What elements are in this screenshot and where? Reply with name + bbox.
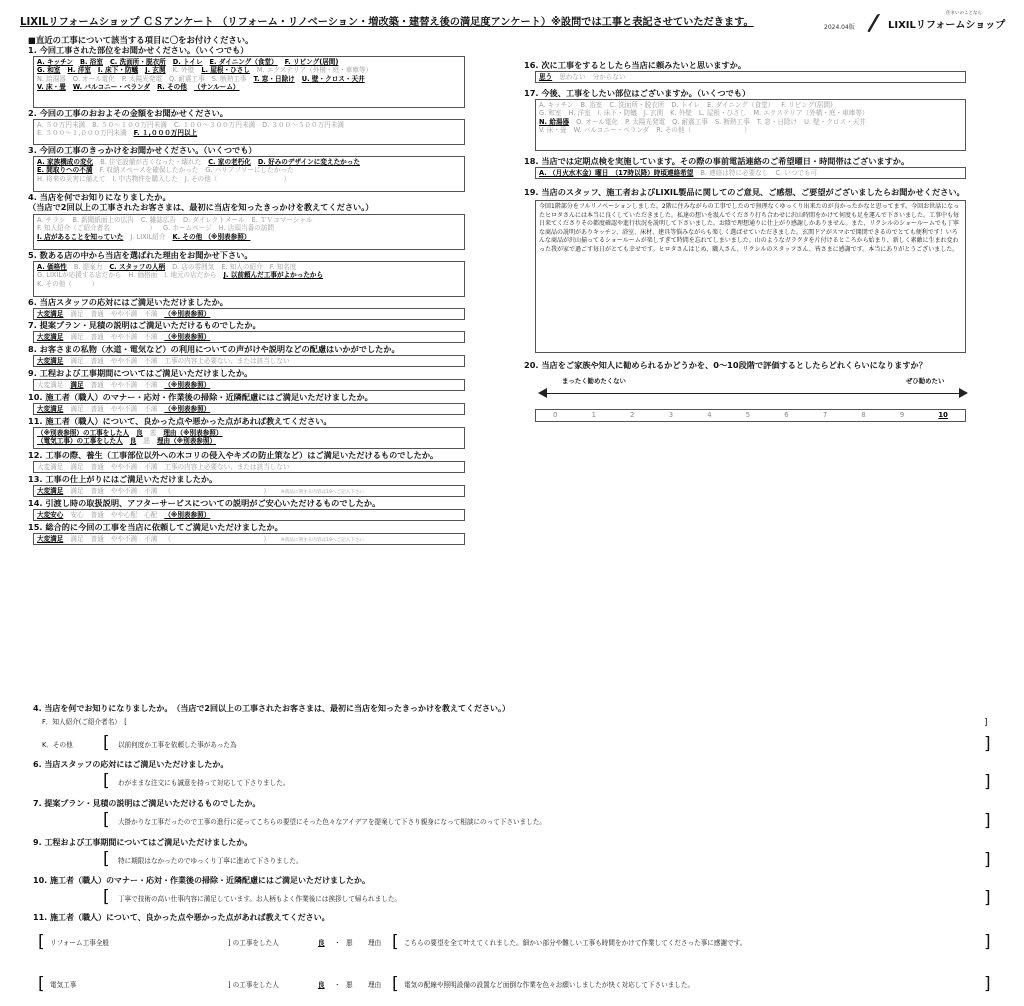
rating-option[interactable]: 0 [553, 411, 558, 420]
option[interactable]: B. 浴室 [79, 58, 103, 66]
option[interactable]: V. 床・畳 [539, 126, 567, 135]
rating-option[interactable]: 2 [630, 411, 635, 420]
option[interactable]: P. 太陽光発電 [121, 74, 162, 83]
option-row [37, 175, 461, 183]
option[interactable]: 工事の内容上必要ない、または該当しない [164, 463, 290, 471]
option[interactable]: J. 玄関 [145, 66, 166, 75]
lower-q6-text: わがままな注文にも誠意を持って対応して下さりました。 [118, 779, 290, 787]
worker1-reason: こちらの要望を全て叶えてくれました。細かい部分や難しい工事も時間をかけて作業してくださった事に感謝です。 [404, 939, 747, 947]
worker2-bad: 悪 [346, 981, 353, 989]
option[interactable]: B. 住宅設備が古くなった・壊れた [100, 158, 202, 166]
q3-title: 3. 今回の工事のきっかけをお聞かせください。（いくつでも） [28, 145, 257, 155]
option[interactable]: 不満 [144, 357, 158, 365]
q7-options [33, 331, 465, 343]
option[interactable]: （※別表参照） [164, 511, 211, 519]
option[interactable]: K. その他 （※別表参照） [172, 232, 251, 241]
q20-right-label: ぜひ勧めたい [906, 377, 945, 385]
option-row [539, 118, 962, 126]
option[interactable]: O. オール電化 [576, 117, 619, 126]
bracket-close: ] [984, 850, 991, 870]
q17-options [535, 99, 966, 151]
option[interactable]: A. キッチン [37, 58, 73, 66]
q4-options [33, 214, 465, 250]
q20-rating-scale[interactable] [535, 409, 966, 422]
option[interactable]: M. エクステリア（外構・庭・車庫等） [256, 66, 373, 75]
option[interactable]: やや不満 [110, 310, 138, 318]
option[interactable]: 大変満足 [37, 463, 64, 471]
option[interactable]: （※別表参照） [164, 310, 211, 318]
option[interactable]: 普通 [90, 357, 104, 365]
option[interactable]: B. ５０～１００万円未満 [92, 121, 167, 129]
q14-options [33, 509, 465, 521]
option[interactable]: （電気工事）の工事をした人 [37, 437, 123, 446]
q20-right-arrow-icon [959, 388, 968, 398]
worker1-type: リフォーム工事全般 [50, 939, 110, 947]
option[interactable]: やや不満 [110, 487, 138, 495]
option-row [37, 333, 461, 341]
option[interactable]: K. 外壁 [670, 109, 692, 118]
option[interactable]: 安心 [70, 511, 84, 519]
option[interactable]: G. 和室 [37, 66, 61, 75]
option[interactable]: F. リビング(居間) [781, 101, 833, 109]
option[interactable]: M. エクステリア（外構・庭・車庫等） [753, 109, 869, 118]
option[interactable]: 満足 [70, 463, 84, 471]
survey-title: LIXILリフォームショップ ＣＳアンケート （リフォーム・リノベーション・増改築・建替え後の満足度アンケート）※設問では工事と表記させていただきます。 [20, 17, 754, 28]
option[interactable]: やや不満 [110, 463, 138, 471]
option-row [37, 158, 461, 166]
lower-q10-title: 10. 施工者（職人）のマナー・応対・作業後の掃除・近隣配慮にはご満足いただけましたか。 [33, 876, 370, 885]
q11-options [33, 427, 465, 449]
bracket-open: [ [392, 932, 399, 952]
option[interactable]: 満足 [70, 381, 84, 389]
q20-left-label: まったく勧めたくない [562, 377, 626, 385]
bracket-open: [ [103, 810, 110, 830]
option[interactable]: 普通 [90, 535, 104, 543]
bracket-open: [ [103, 733, 110, 753]
option-row [37, 121, 461, 129]
option[interactable]: C. 洗面所・脱衣所 [609, 101, 665, 109]
option[interactable]: B. 連絡は特に必要なし [700, 169, 769, 177]
lixil-logo [872, 11, 1006, 37]
bracket-close: ] [984, 734, 991, 754]
q6-options [33, 308, 465, 320]
option[interactable]: F. リビング(居間) [284, 58, 339, 66]
option-row [37, 280, 461, 288]
q11-title: 11. 施工者（職人）について、良かった点や悪かった点があれば教えてください。 [28, 416, 332, 426]
option-row [37, 511, 461, 519]
option[interactable]: W. バルコニー・ベランダ [72, 83, 151, 92]
option-row [37, 271, 461, 279]
option[interactable]: G. 和室 [539, 109, 562, 118]
q4-subtitle: （当店で2回以上の工事されたお客さまは、最初に当店を知ったきっかけを教えてください。） [28, 202, 374, 212]
q13-options [33, 485, 465, 497]
option-row [37, 66, 461, 74]
option[interactable]: A. （月火水木金）曜日 （17時以降）時頃連絡希望 [539, 169, 694, 177]
option[interactable]: B. 浴室 [580, 101, 603, 109]
worker2-good: 良 [318, 981, 325, 989]
lower-q4-k-text: 以前何度か工事を依頼した事があった為 [118, 741, 237, 749]
option[interactable]: 満足 [70, 405, 84, 413]
option[interactable]: E. ダイニング（食堂） [209, 58, 278, 66]
option[interactable]: 大変満足 [37, 333, 64, 341]
option[interactable]: G. ホームページ [163, 224, 212, 233]
option[interactable]: 大変安心 [37, 511, 64, 519]
option[interactable]: Q. 耐震工事 [672, 117, 708, 126]
logo-tagline: 住まいのことなら [946, 11, 982, 16]
option-row [37, 166, 461, 174]
bracket-close: ] [984, 718, 988, 728]
option[interactable]: D. トイレ [671, 101, 701, 109]
option[interactable]: S. 断熱工事 [211, 74, 247, 83]
option-row [37, 58, 461, 66]
option[interactable]: 心配 [144, 511, 158, 519]
q19-comment-field[interactable]: 今回1階部分をフルリノベーションしました。2階に住みながらの工事でしたので無理なくゆっくり出来たのが良かったかなと思ってます。今回お世話になったヒロタさんには本当に良くしていただきました。私達の想いを汲んでくださり打ち合わせに沢山時間をかけて何度も足を運んで下さいました。工事中も毎日来てくださりその都度確認や進行状況を説明して下さいました。お陰で理想通りに仕上がり感謝しかありません。また、リクシルのショールームでも丁寧な商品の説明がありキッチン、浴室、床材、建具等悩みながらも楽しく選ばせていただきました。玄関ドアがスマホで開閉できるのでとても便利です！いろんな商品が沢山揃ってるショールームが楽しすぎて時間を忘れてしまいました。山のようなガラクタを片付けるところから始まり、新しく素敵に生まれ変わった我が家で過ごす毎日がとても幸せです。ヒロタさんはじめ、職人さん、リクシルのスタッフさん、皆さまに感謝です。本当にありがとうございました。 [535, 200, 966, 353]
option[interactable]: 不満 [144, 487, 158, 495]
option[interactable]: H. 洋室 [67, 66, 91, 75]
option[interactable]: K. 外壁 [172, 66, 195, 75]
option[interactable]: 不満 [144, 463, 158, 471]
option[interactable]: F. 収納スペースを確保したかった [99, 166, 199, 175]
bracket-open: [ [38, 932, 45, 952]
option[interactable]: L. 屋根・ひさし [698, 109, 747, 118]
worker2-reason: 電気の配線や照明設備の設置など面倒な作業を色々お願いしましたが快く対応して下さいました。 [404, 981, 695, 989]
option-row [37, 487, 461, 496]
option[interactable]: やや不満 [110, 333, 138, 341]
option-row [37, 224, 461, 232]
option[interactable]: （※別表参照）の工事をした人 [37, 429, 130, 437]
option[interactable]: （※別表参照） [164, 405, 211, 413]
option[interactable]: N. 給湯器 [539, 117, 570, 126]
option[interactable]: C. 洗面所・脱衣所 [109, 58, 166, 66]
option[interactable]: R. その他（ ） [656, 126, 751, 135]
option-note: ※商品に関する内容は19へご記入下さい [280, 490, 365, 495]
q7-title: 7. 提案プラン・見積の説明はご満足いただけるものでしたか。 [28, 320, 261, 330]
q10-title: 10. 施工者（職人）のマナー・応対・作業後の掃除・近隣配慮にはご満足いただけましたか。 [28, 392, 373, 402]
option[interactable]: T. 窓・日除け [756, 117, 798, 126]
option-row [37, 429, 461, 437]
q8-options [33, 355, 465, 367]
bracket-close: ] [984, 888, 991, 908]
bracket-open: [ [103, 771, 110, 791]
option-row [37, 437, 461, 445]
option[interactable]: 不満 [144, 405, 158, 413]
bracket-close: ] [984, 974, 991, 994]
option[interactable]: 普通 [90, 463, 104, 471]
option[interactable]: 普通 [90, 487, 104, 495]
option[interactable]: C. １００～３００万円未満 [173, 121, 256, 129]
option[interactable]: O. オール電化 [72, 74, 115, 83]
q20-title: 20. 当店をご家族や知人に勧められるかどうかを、0～10段階で評価するとしたらどれくらいになりますか？ [524, 360, 927, 370]
option[interactable]: 満足 [70, 310, 84, 318]
q5-title: 5. 数ある店の中から当店を選ばれた理由をお聞かせ下さい。 [28, 250, 253, 260]
option-note: ※商品に関する内容は19へご記入下さい [280, 538, 365, 543]
option-row [37, 463, 461, 471]
option[interactable]: I. 地元の店だから [164, 271, 217, 280]
option[interactable]: G. LIXILが応援する店だから [37, 271, 122, 280]
rating-option[interactable]: 1 [591, 411, 596, 420]
option[interactable]: C. 家の老朽化 [208, 158, 251, 166]
q14-title: 14. 引渡し時の取扱説明、アフターサービスについての説明がご安心いただけるものでしたか。 [28, 498, 381, 508]
q15-title: 15. 総合的に今回の工事を当店に依頼してご満足いただけましたか。 [28, 522, 283, 532]
option[interactable]: E. ダイニング（食堂） [707, 101, 775, 109]
option-row [37, 216, 461, 224]
bracket-close: ] [984, 772, 991, 792]
option[interactable]: 満足 [70, 333, 84, 341]
option[interactable]: E. ＴＶコマーシャル [251, 216, 313, 224]
lower-q11-title: 11. 施工者（職人）について、良かった点や悪かった点があれば教えてください。 [33, 913, 330, 922]
q4-title: 4. 当店を何でお知りになりましたか。 [28, 192, 171, 202]
option[interactable]: H. 価格面 [128, 271, 158, 280]
option[interactable]: E. 間取りへの不満 [37, 166, 93, 175]
lower-q4-f: F．知人紹介(ご紹介者名） [ [42, 718, 127, 726]
bracket-open: [ [103, 887, 110, 907]
option[interactable]: F. １,０００万円以上 [133, 129, 198, 138]
q12-options [33, 461, 465, 473]
option[interactable]: R. その他 [157, 83, 187, 92]
edition-label: 2024.04版 [824, 24, 855, 31]
option[interactable]: N. 給湯器 [37, 74, 66, 83]
lower-q9-text: 特に期限はなかったのでゆっくり丁寧に進めて下さりました。 [118, 857, 303, 865]
worker1-good: 良 [318, 939, 325, 947]
option-row [539, 169, 962, 177]
q5-options [33, 261, 465, 297]
option[interactable]: I. 中古物件を購入した [112, 174, 178, 183]
option[interactable]: K. その他（ ） [37, 279, 99, 288]
q15-options [33, 533, 465, 545]
option[interactable]: I. 店があることを知っていた [37, 232, 124, 241]
option[interactable]: やや不満 [110, 405, 138, 413]
option[interactable]: T. 窓・日除け [253, 74, 295, 83]
q2-options [33, 119, 465, 145]
rating-option[interactable]: 4 [707, 411, 712, 420]
option-row [37, 83, 461, 91]
option[interactable]: I. 床下・防蟻 [97, 66, 139, 75]
option[interactable]: A. ５０万円未満 [37, 121, 86, 129]
q18-options [535, 167, 966, 179]
option[interactable]: 良 [136, 429, 143, 437]
option-row [539, 109, 962, 117]
lower-q4-k-label: K．その他 [42, 741, 73, 749]
option[interactable]: J. LIXIL紹介 [130, 232, 166, 241]
option[interactable]: V. 床・畳 [37, 83, 66, 92]
option[interactable]: やや心配 [110, 511, 138, 519]
worker2-type: 電気工事 [50, 981, 77, 989]
worker2-suffix: ] の工事をした人 [228, 981, 279, 989]
option[interactable]: やや不満 [110, 535, 138, 543]
lower-q7-title: 7. 提案プラン・見積の説明はご満足いただけるものでしたか。 [33, 799, 261, 808]
option[interactable]: 工事の内容上必要ない、または該当しない [164, 357, 290, 365]
option[interactable]: 不満 [144, 310, 158, 318]
option[interactable]: F. 知人紹介（ご紹介者名 ） [37, 224, 157, 233]
option[interactable]: 思わない [559, 73, 586, 81]
option[interactable]: W. バルコニー・ベランダ [573, 126, 650, 135]
option[interactable]: A. キッチン [539, 101, 574, 109]
q1-title: 1. 今回工事された部位をお聞かせください。（いくつでも） [28, 45, 249, 55]
option[interactable]: Q. 耐震工事 [168, 74, 205, 83]
option[interactable]: 大変満足 [37, 381, 64, 389]
option[interactable]: 満足 [70, 487, 84, 495]
option[interactable]: 普通 [90, 310, 104, 318]
option-row [539, 73, 962, 81]
option[interactable]: 理由（※別表参照） [156, 437, 217, 446]
option[interactable]: U. 壁・クロス・天井 [804, 117, 866, 126]
worker2-reason-label: 理由 [368, 981, 382, 989]
option[interactable]: J. その他（ ） [184, 174, 290, 183]
option-row [37, 381, 461, 389]
q1-options [33, 56, 465, 108]
lower-q6-title: 6. 当店スタッフの応対にはご満足いただけましたか。 [33, 760, 229, 769]
q16-options [535, 71, 966, 83]
option[interactable]: やや不満 [110, 381, 138, 389]
option[interactable]: （サンルーム） [193, 83, 240, 92]
bracket-open: [ [103, 849, 110, 869]
q9-title: 9. 工程および工事期間についてはご満足いただけましたか。 [28, 368, 253, 378]
worker1-reason-label: 理由 [368, 939, 382, 947]
q20-scale-line [546, 393, 960, 394]
q10-options [33, 403, 465, 415]
worker2-dot: ・ [334, 981, 341, 989]
option[interactable]: E. ５００～１,０００万円未満 [37, 129, 127, 138]
option[interactable]: 悪 [143, 437, 150, 446]
worker1-bad: 悪 [346, 939, 353, 947]
option[interactable]: （ ） [164, 535, 270, 543]
q17-title: 17. 今後、工事をしたい部位はございますか。（いくつでも） [524, 88, 751, 98]
option-row [37, 357, 461, 365]
option[interactable]: J. 以前頼んだ工事がよかったから [223, 271, 324, 280]
option[interactable]: D. 好みのデザインに変えたかった [257, 158, 360, 166]
option[interactable]: D. 店の雰囲気 [172, 263, 215, 271]
option[interactable]: 不満 [144, 535, 158, 543]
option-row [539, 126, 962, 134]
option[interactable]: B. 提案力 [73, 263, 103, 271]
option[interactable]: U. 壁・クロス・天井 [301, 74, 365, 83]
bracket-close: ] [984, 932, 991, 952]
option-row [37, 75, 461, 83]
option[interactable]: 普通 [90, 381, 104, 389]
option[interactable]: やや不満 [110, 357, 138, 365]
q2-title: 2. 今回の工事のおおよその金額をお聞かせください。 [28, 108, 228, 118]
option[interactable]: 大変満足 [37, 487, 64, 495]
q3-options [33, 156, 465, 192]
option[interactable]: 大変満足 [37, 310, 64, 318]
option[interactable]: E. 知人の紹介 [221, 263, 263, 271]
lower-q10-text: 丁寧で技術の高い仕事内容に満足しています。お人柄もよく作業後には挨拶して帰られました。 [118, 895, 402, 903]
option[interactable]: 満足 [70, 357, 84, 365]
option[interactable]: H. 店頭当番の訪問 [218, 224, 274, 233]
option[interactable]: H. 洋室 [568, 109, 591, 118]
q6-title: 6. 当店スタッフの応対にはご満足いただけましたか。 [28, 297, 228, 307]
option[interactable]: 思う [539, 73, 553, 81]
option[interactable]: 悪 [149, 429, 157, 437]
option[interactable]: B. 新聞紙面上の広告 [72, 216, 134, 224]
bracket-close: ] [984, 811, 991, 831]
option[interactable]: H. 将来の災害に備えて [37, 174, 106, 183]
q8-title: 8. お客さまの私物（水道・電気など）の利用についての声がけや説明などの配慮はいかがでしたか。 [28, 344, 400, 354]
option-row [37, 535, 461, 544]
worker1-dot: ・ [334, 939, 341, 947]
option[interactable]: （※別表参照） [164, 333, 211, 341]
q19-title: 19. 当店のスタッフ、施工者およびLIXIL製品に関してのご意見、ご感想、ご要望がございましたらお聞かせください。 [524, 187, 965, 197]
option[interactable]: 分からない [592, 73, 626, 81]
option-row [37, 233, 461, 241]
lower-q9-title: 9. 工程および工事期間についてはご満足いただけましたか。 [33, 838, 253, 847]
option[interactable]: D. ３００～５００万円未満 [262, 121, 344, 129]
option[interactable]: C. スタッフの人柄 [109, 263, 166, 271]
option[interactable]: L. 屋根・ひさし [201, 66, 250, 75]
option[interactable]: C. 雑誌広告 [140, 216, 177, 224]
option[interactable]: P. 太陽光発電 [625, 117, 666, 126]
option[interactable]: 理由（※別表参照） [163, 429, 223, 437]
option[interactable]: J. 玄関 [643, 109, 664, 118]
rating-option[interactable]: 10 [938, 411, 948, 420]
option[interactable]: （ ） [164, 487, 270, 495]
q16-title: 16. 次に工事をするとしたら当店に頼みたいと思いますか。 [524, 60, 747, 70]
option[interactable]: 大変満足 [37, 405, 64, 413]
option[interactable]: A. チラシ [37, 216, 66, 224]
option[interactable]: 大変満足 [37, 535, 64, 543]
option[interactable]: I. 床下・防蟻 [597, 109, 637, 118]
option-row [37, 405, 461, 413]
option[interactable]: 不満 [144, 381, 158, 389]
bracket-open: [ [38, 974, 45, 994]
option[interactable]: 良 [129, 437, 137, 446]
option[interactable]: D. ダイレクトメール [183, 216, 245, 224]
lower-q7-text: 大掛かりな工事だったので工事の進行に従ってこちらの要望にそった色々なアイデアを提案して下さり親身になって相談にのって下さいました。 [118, 818, 546, 826]
section-title: ■直近の工事について該当する項目に〇をお付けください。 [28, 35, 254, 45]
rating-option[interactable]: 5 [745, 411, 751, 420]
rating-option[interactable]: 8 [861, 411, 866, 420]
q13-title: 13. 工事の仕上がりにはご満足いただけましたか。 [28, 474, 218, 484]
option-row [37, 263, 461, 271]
logo-name: LIXILリフォームショップ [888, 20, 1006, 31]
q18-title: 18. 当店では定期点検を実施しています。その際の事前電話連絡のご希望曜日・時間帯はございますか。 [524, 156, 910, 166]
rating-option[interactable]: 7 [822, 411, 828, 420]
option[interactable]: A. 価格性 [37, 263, 67, 271]
q12-title: 12. 工事の際、養生（工事部位以外への木コリの侵入やキズの防止策など）はご満足いただけるものでしたか。 [28, 450, 439, 460]
bracket-open: [ [392, 974, 399, 994]
option[interactable]: 大変満足 [37, 357, 64, 365]
q9-options [33, 379, 465, 391]
lower-q4-title: 4. 当店を何でお知りになりましたか。 （当店で2回以上の工事されたお客さまは、最初に当店を知ったきっかけを教えてください。） [33, 704, 510, 713]
rating-option[interactable]: 6 [784, 411, 789, 420]
option[interactable]: 普通 [90, 511, 104, 519]
option[interactable]: G. バリアフリーにしたかった [205, 166, 294, 175]
option[interactable]: F. 知名度 [269, 263, 297, 271]
option[interactable]: 普通 [90, 405, 104, 413]
option[interactable]: 不満 [144, 333, 158, 341]
option[interactable]: （※別表参照） [164, 381, 211, 389]
option[interactable]: 普通 [90, 333, 104, 341]
option[interactable]: A. 家族構成の変化 [37, 158, 94, 166]
worker1-suffix: ] の工事をした人 [228, 939, 279, 947]
option[interactable]: S. 断熱工事 [714, 117, 750, 126]
option[interactable]: 満足 [70, 535, 84, 543]
option-row [37, 310, 461, 318]
option[interactable]: D. トイレ [172, 58, 203, 66]
option-row [539, 101, 962, 109]
option[interactable]: C. いつでも可 [775, 169, 818, 177]
option-row [37, 129, 461, 137]
rating-option[interactable]: 3 [668, 411, 674, 420]
rating-option[interactable]: 9 [899, 411, 905, 420]
